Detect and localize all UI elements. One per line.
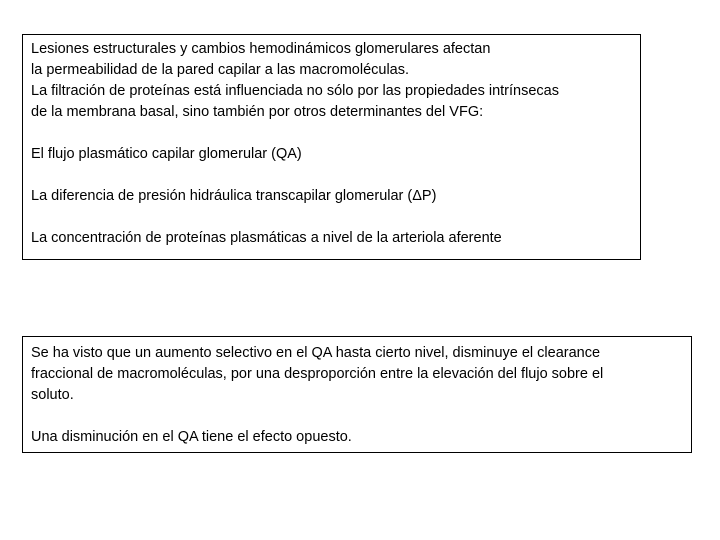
determinant-item-protein: La concentración de proteínas plasmáticas a nivel de la arteriola aferente	[31, 230, 502, 246]
effect-line: Se ha visto que un aumento selectivo en el QA hasta cierto nivel, disminuye el clearance	[31, 345, 601, 361]
intro-line: Lesiones estructurales y cambios hemodinámicos glomerulares afectan	[31, 41, 491, 57]
closing-line: Una disminución en el QA tiene el efecto opuesto.	[31, 429, 352, 445]
intro-line: la permeabilidad de la pared capilar a las macromoléculas.	[31, 62, 410, 78]
intro-line: La filtración de proteínas está influenciada no sólo por las propiedades intrínsecas	[31, 83, 559, 99]
determinant-item-flow: El flujo plasmático capilar glomerular (QA)	[31, 146, 302, 162]
intro-line: de la membrana basal, sino también por otros determinantes del VFG:	[31, 104, 484, 120]
effect-text-box	[22, 336, 692, 453]
determinant-item-pressure: La diferencia de presión hidráulica transcapilar glomerular (ΔP)	[31, 188, 437, 204]
effect-line: soluto.	[31, 387, 74, 403]
effect-line: fraccional de macromoléculas, por una desproporción entre la elevación del flujo sobre el	[31, 366, 604, 382]
determinants-text-box	[22, 34, 641, 260]
